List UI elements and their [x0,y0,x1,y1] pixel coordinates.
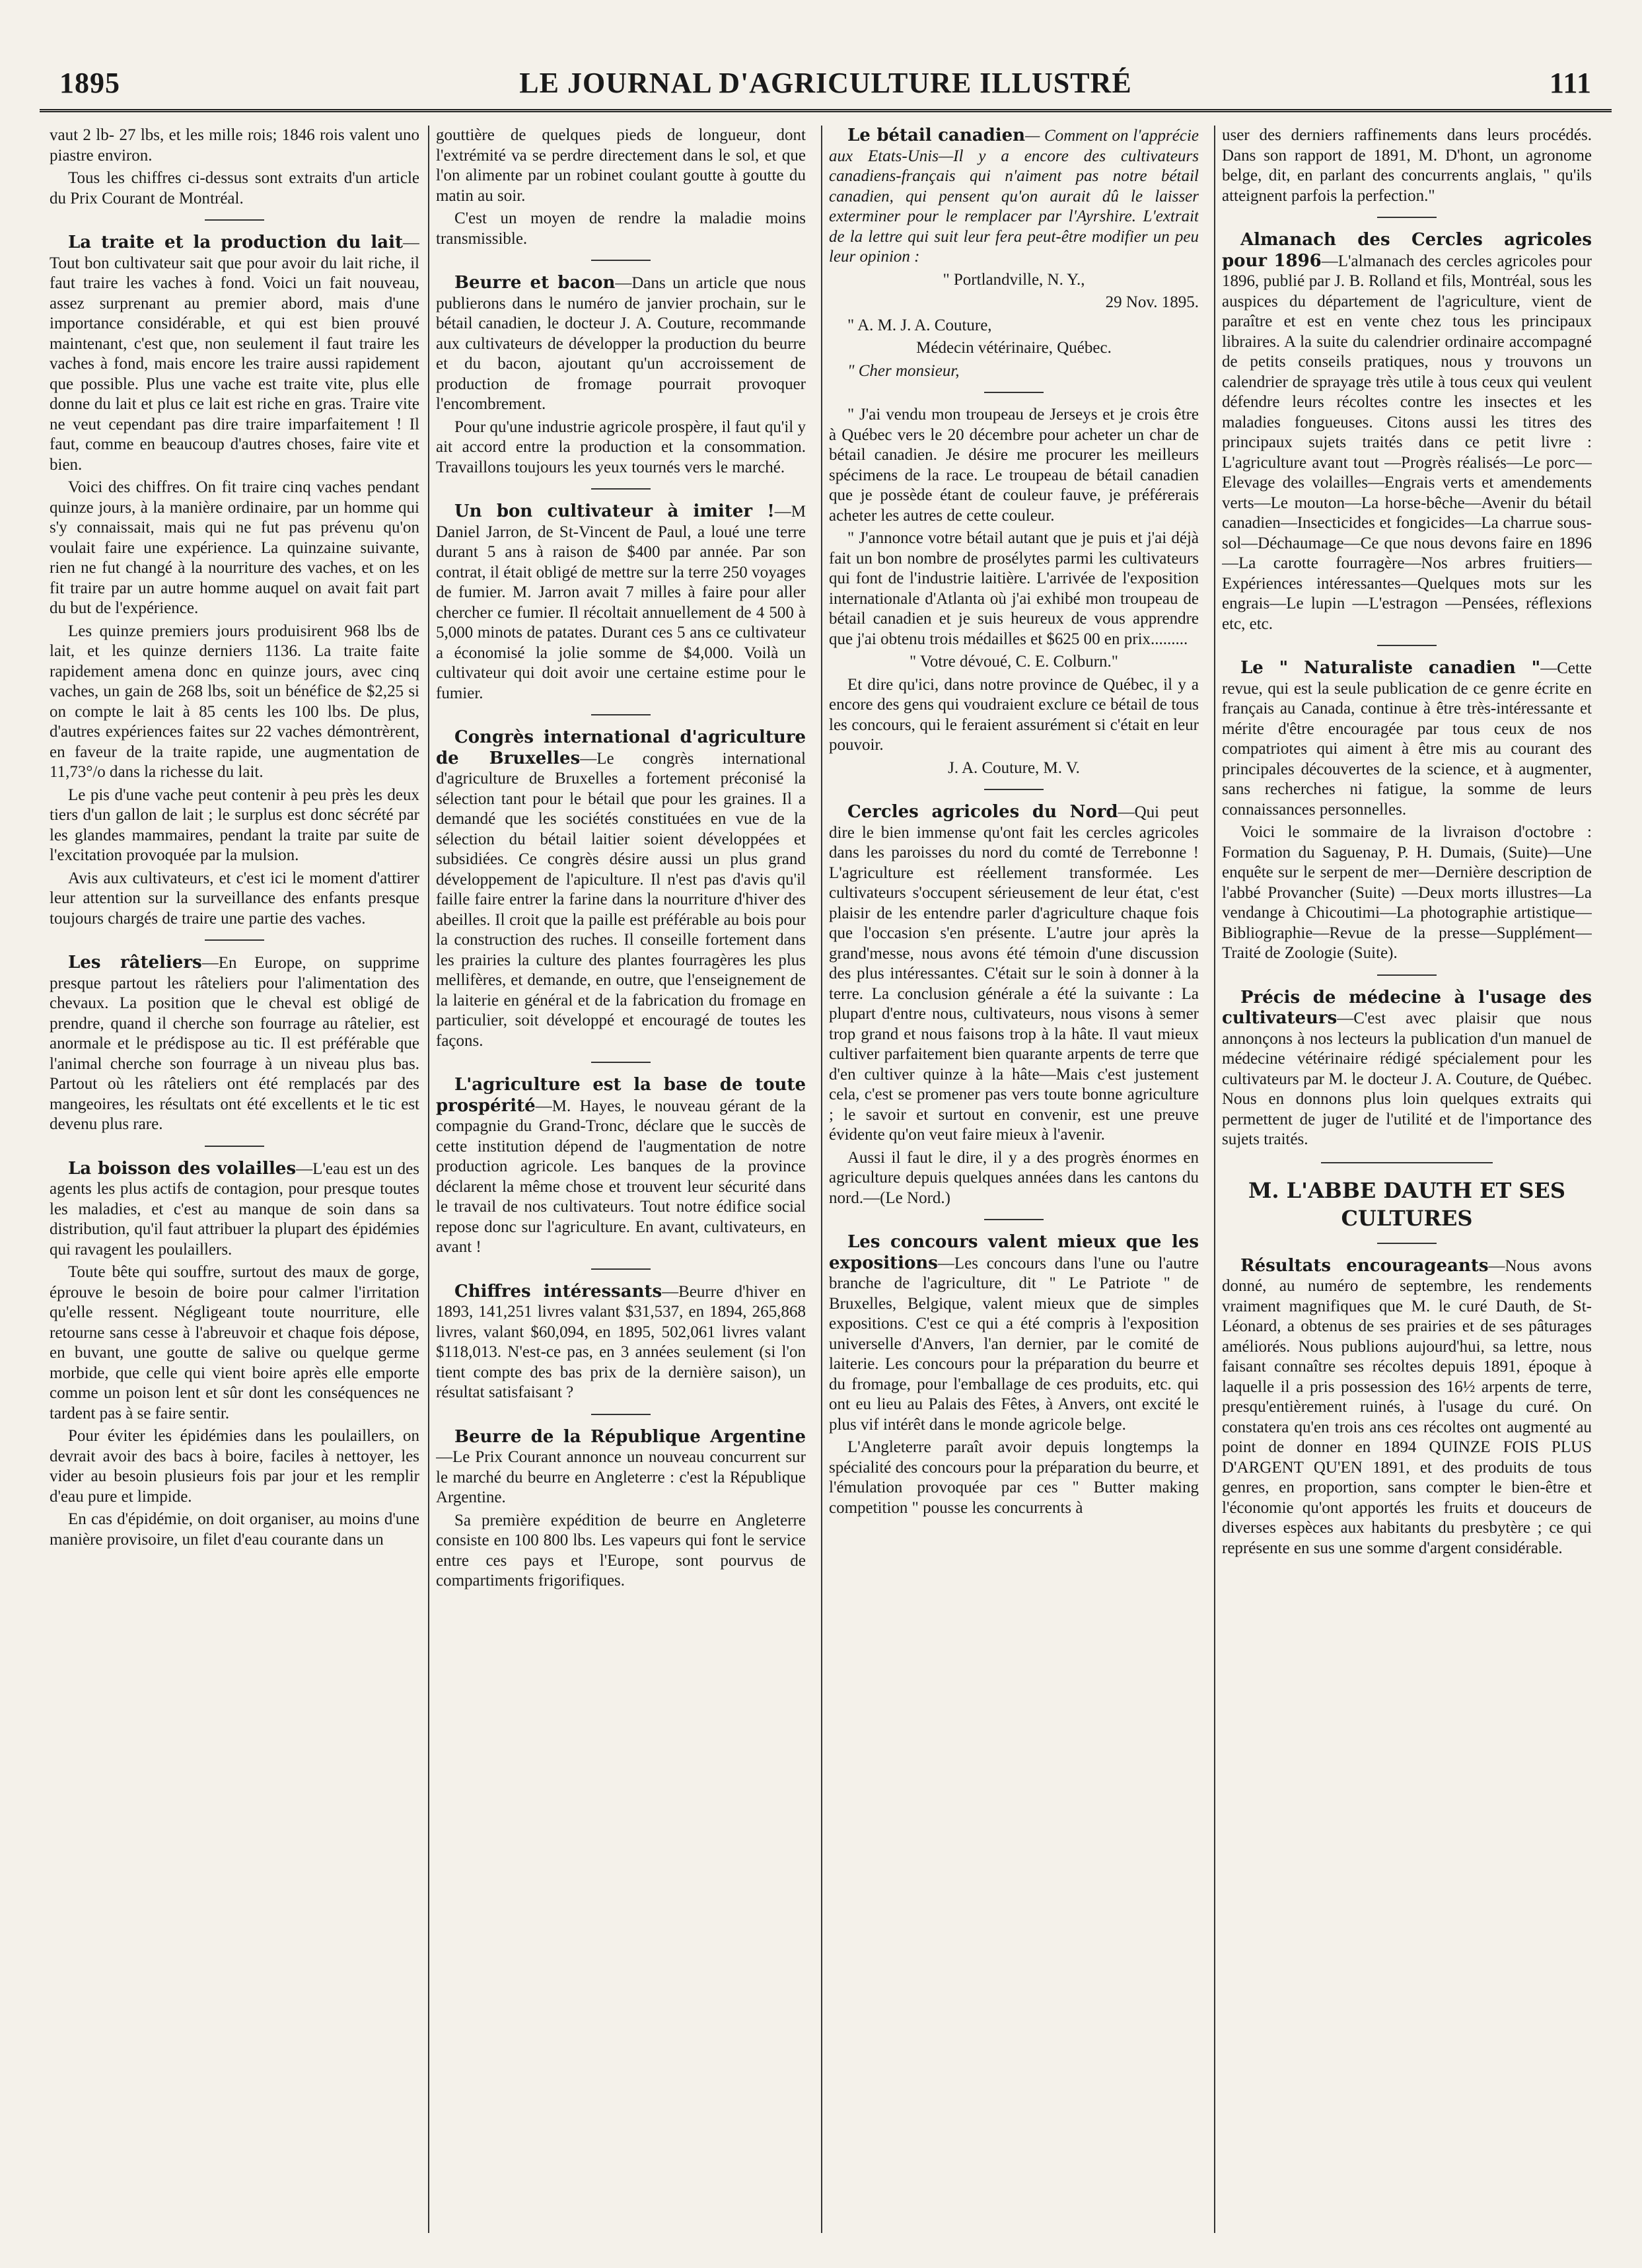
separator [205,939,264,941]
article-imiter: Un bon cultivateur à imiter !—M Daniel Jarron, de St-Vincent de Paul, a loué une terre durant 5 ans à raison de $400 par année. Par son contrat, il était obligé de mettre sur la terre 250 voyages de fumier. M. Jarron avait 7 milles à faire pour aller chercher ce fumier. Il récoltait annuellement de 4 500 à 5,000 minots de patates. Durant ces 5 ans ce cultivateur a économisé la jolie somme de $4,000. Voilà un cultivateur qui doit avoir une certaine estime pour le fumier. [436,501,806,702]
newspaper-page [40,46,1612,2246]
column-divider [1214,126,1215,2233]
header-year: 1895 [59,67,120,99]
article-argentine: Beurre de la République Argentine—Le Prix Courant annonce un nouveau concurrent sur le marché du beurre en Angleterre : c'est la République Argentine. [436,1426,806,1506]
separator [1377,1243,1437,1244]
journal-title: LE JOURNAL D'AGRICULTURE ILLUSTRÉ [519,67,1132,99]
paragraph: gouttière de quelques pieds de longueur, dont l'extrémité va se perdre directement dans le sol, et que l'on alimente par un robinet coulant goutte à goutte du matin au soir. [436,126,806,205]
signature: J. A. Couture, M. V. [948,758,1080,777]
article-heading: Résultats encourageants [1240,1255,1489,1276]
letter-recipient: " A. M. J. A. Couture, [847,316,992,334]
separator [205,1146,264,1147]
article-congres: Congrès international d'agriculture de Bruxelles—Le congrès international d'agriculture de Bruxelles a fortement préconisé la sélection tant pour le bétail que pour les graines. Il a demandé que les sociétés constituées en vue de la sélection du bétail laitier soient développées et subsidiées. Ce congrès désire aussi un plus grand développement de l'apiculture. Il n'est pas d'avis qu'il faille faire entrer la farine dans la nourriture d'hiver des abeilles. Il croit que la paille est préférable au bois pour la construction des ruches. Il conseille fortement dans les prairies la culture des plantes fourragères les plus mellifères, et demande, en outre, que l'enseignement de la laiterie en général et de la fabrication du fromage en particulier, soit développé et encouragé de toutes les façons. [436,727,806,1050]
paragraph: vaut 2 lb- 27 lbs, et les mille rois; 1846 rois valent uno piastre environ. [50,126,419,165]
separator [591,1414,651,1415]
paragraph: L'Angleterre paraît avoir depuis longtemps la spécialité des concours pour la préparation du beurre, et l'émulation provoquée par ces " Butter making competition " pousse les concurrents à [829,1438,1199,1517]
article-rateliers: Les râteliers—En Europe, on supprime presque partout les râteliers pour l'alimentation des chevaux. La position que le cheval est obligé de prendre, quand il cherche son fourrage au râtelier, est anormale et le prédispose au tic. Il est préférable que l'animal cherche son fourrage à un niveau plus bas. Partout où les râteliers ont été remplacés par des mangeoires, les résultats ont été excellents et le tic est devenu plus rare. [50,953,419,1133]
column-4 [1222,126,1592,2240]
article-heading: Beurre de la République Argentine [454,1426,806,1447]
paragraph: user des derniers raffinements dans leurs procédés. Dans son rapport de 1891, M. D'hont, un agronome belge, dit, en parlant des concurrents anglais, " qu'ils atteignent parfois la perfection." [1222,126,1592,205]
article-naturaliste: Le " Naturaliste canadien "—Cette revue, qui est la seule publication de ce genre écrite en français au Canada, continue à être très-intéressante et mérite d'être encouragée par tous ceux de nos compatriotes qui aiment à être mis au courant des principales découvertes de la science, et à augmenter, sans recherches ni fatigue, la somme de leurs connaissances personnelles. [1222,658,1592,819]
separator [984,392,1044,393]
paragraph: C'est un moyen de rendre la maladie moins transmissible. [436,209,806,248]
page-header [40,66,1612,112]
article-heading: L'agriculture est la base de toute prospérité [436,1075,806,1116]
article-heading: Almanach des Cercles agricoles pour 1896 [1222,230,1592,271]
separator [591,260,651,261]
separator [591,488,651,490]
page-number: 111 [1549,67,1592,99]
separator [1321,1162,1493,1163]
article-beurre-bacon: Beurre et bacon—Dans un article que nous publierons dans le numéro de janvier prochain, sur le bétail canadien, le docteur J. A. Couture, recommande aux cultivateurs de développer la production du beurre et du bacon, ajoutant qu'un accroissement de production de fromage pourrait provoquer l'encombrement. [436,273,806,413]
article-heading: Précis de médecine à l'usage des cultivateurs [1222,987,1592,1028]
separator [591,714,651,715]
letter-recipient-title: Médecin vétérinaire, Québec. [916,339,1112,357]
header-rule [40,109,1612,112]
paragraph: " J'annonce votre bétail autant que je puis et j'ai déjà fait un bon nombre de prosélytes parmi les cultivateurs qui font de l'industrie laitière. L'arrivée de l'exposition internationale d'Atlanta où j'ai exhibé mon troupeau de bétail canadien et je suis heureux de vous apprendre que j'ai obtenu trois médailles et $625 00 en prix......... [829,529,1199,648]
article-heading: Les concours valent mieux que les expositions [829,1232,1199,1273]
paragraph: Toute bête qui souffre, surtout des maux de gorge, éprouve le besoin de boire pour calmer l'irritation qu'elle ressent. Négligeant toute nourriture, elle retourne sans cesse à l'abreuvoir et chaque fois dépose, en buvant, une goutte de salive ou quelque germe morbide, que celle qui vient boire après elle emporte comme un poison lent et sûr dont les conséquences ne tardent pas à se faire sentir. [50,1263,419,1422]
article-chiffres: Chiffres intéressants—Beurre d'hiver en 1893, 141,251 livres valant $31,537, en 1894, 265,868 livres, valant $60,094, en 1895, 502,061 livres valant $118,013. N'est-ce pas, en 3 années seulement (si l'on tient compte des bas prix de la dernière saison), un résultat satisfaisant ? [436,1281,806,1401]
paragraph: Voici des chiffres. On fit traire cinq vaches pendant quinze jours, à la manière ordinaire, par un homme qui s'y connaissait, mais qui ne fut pas prévenu qu'on voulait faire une expérience. La quinzaine suivante, rien ne fut changé à la nourriture des vaches, et on les fit traire par un autre homme auquel on avait fait part du but de l'expérience. [50,478,419,617]
article-heading: Beurre et bacon [454,273,616,293]
separator [1377,645,1437,646]
paragraph: En cas d'épidémie, on doit organiser, au moins d'une manière provisoire, un filet d'eau courante dans un [50,1510,419,1549]
article-base: L'agriculture est la base de toute prospérité—M. Hayes, le nouveau gérant de la compagnie du Grand-Tronc, déclare que le succès de cette institution dépend de l'augmentation de notre production agricole. Les banques de la province déclarent la même chose et trouvent leur sécurité dans le travail de nos cultivateurs. Tout notre édifice social repose donc sur l'agriculture. En avant, cultivateurs, en avant ! [436,1075,806,1256]
separator [591,1062,651,1063]
paragraph: Et dire qu'ici, dans notre province de Québec, il y a encore des gens qui voudraient exclure ce bétail de tous les concours, qui le feraient assurément si c'était en leur pouvoir. [829,675,1199,754]
paragraph: " J'ai vendu mon troupeau de Jerseys et je crois être à Québec vers le 20 décembre pour acheter un char de bétail canadien. Je désire me procurer les meilleurs spécimens de la race. Le troupeau de bétail canadien que je possède étant de couleur fauve, je préférerais acheter les autres de cette couleur. [829,406,1199,525]
paragraph: Avis aux cultivateurs, et c'est ici le moment d'attirer leur attention sur la surveillance des enfants presque toujours chargés de traire une partie des vaches. [50,869,419,928]
letter-signature: " Votre dévoué, C. E. Colburn." [910,653,1118,671]
paragraph: Les quinze premiers jours produisirent 968 lbs de lait, et les quinze derniers 1136. La traite faite rapidement amena donc en quinze jours, avec cinq vaches, un gain de 268 lbs, soit un bénéfice de $2,25 si on compte le lait à 85 cents les 100 lbs. De plus, d'autres expériences faites sur 22 vaches démontrèrent, en faveur de la traite rapide, une augmentation de 11,73°/o dans la richesse du lait. [50,622,419,781]
separator [1377,217,1437,218]
article-heading: Cercles agricoles du Nord [847,802,1118,822]
article-heading: Le bétail canadien [847,126,1026,145]
article-dauth: Résultats encourageants—Nous avons donné, au numéro de septembre, les rendements vraiment magnifiques que M. le curé Dauth, de St-Léonard, a obtenus de ses prairies et de ses pâturages améliorés. Nous publions aujourd'hui, sa lettre, nous faisant connaître ses récoltes depuis 1891, époque à laquelle il a pris possession des 16½ arpents de terre, presqu'entièrement ruinés, à l'usage du curé. On constatera qu'en trois ans ces récoltes ont augmenté au point de donner en 1894 QUINZE FOIS PLUS D'ARGENT QU'EN 1891, et des produits de tous genres, en proportion, sans compter le bien-être et l'économie qu'ont apportés les fruits et douceurs de diverses espèces aux habitants du presbytère ; ce qui représente en sus une somme d'argent considérable. [1222,1255,1592,1557]
article-precis: Précis de médecine à l'usage des cultivateurs—C'est avec plaisir que nous annonçons à nos lecteurs la publication d'un manuel de médecine vétérinaire rédigé spécialement pour les cultivateurs par M. le docteur J. A. Couture, de Québec. Nous en donnons plus loin quelques extraits qui permettent de juger de l'utilité et de l'importance des sujets traités. [1222,987,1592,1148]
article-cercles: Cercles agricoles du Nord—Qui peut dire le bien immense qu'ont fait les cercles agricoles dans les paroisses du nord du comté de Terrebonne ! L'agriculture est réellement transformée. Les cultivateurs s'occupent sérieusement de leur état, c'est plaisir de les entendre parler d'agriculture chaque fois que l'occasion s'en présente. L'autre jour après la grand'messe, nous avons été témoin d'une discussion des plus intéressantes. C'était sur le soin à donner à la terre. La conclusion générale a été la suivante : La plupart d'entre nous, cultivateurs, nous visons à semer trop grand et nous faisons trop à la hâte. Il vaut mieux cultiver parfaitement bien quarante arpents de terre que d'en cultiver quinze à la hâte—Mais c'est justement cela, c'est se promener pas vers toute bonne agriculture ; le savoir et surtout en convenir, est une preuve évidente qu'on veut faire mieux à l'avenir. [829,802,1199,1144]
column-divider [428,126,429,2233]
article-heading: Un bon cultivateur à imiter ! [454,501,775,521]
section-title: M. L'ABBE DAUTH ET SES CULTURES [1248,1177,1566,1231]
article-heading: Le " Naturaliste canadien " [1240,658,1541,678]
column-divider [821,126,822,2233]
article-heading: La traite et la production du lait [68,233,403,252]
separator [205,219,264,221]
letter-salutation: " Cher monsieur, [847,361,960,380]
article-heading: Les râteliers [68,953,202,972]
separator [984,1219,1044,1220]
article-betail: Le bétail canadien— Comment on l'apprécie aux Etats-Unis—Il y a encore des cultivateurs canadiens-français qui n'aiment pas notre bétail canadien, qui pensent qu'on aurait dû le laisser exterminer pour le remplacer par l'Ayrshire. L'extrait de la lettre qui suit leur fera peut-être modifier un peu leur opinion : [829,126,1199,266]
column-2 [436,126,806,2240]
separator [1377,974,1437,976]
letter-place: " Portlandville, N. Y., [943,270,1085,289]
letter-date: 29 Nov. 1895. [1105,293,1199,311]
article-heading: Congrès international d'agriculture de Bruxelles [436,727,806,768]
article-almanach: Almanach des Cercles agricoles pour 1896—L'almanach des cercles agricoles pour 1896, publié par J. B. Rolland et fils, Montréal, sous les auspices du département de l'agriculture, vient de paraître et est en vente chez tous les principaux libraires. A la suite du calendrier ordinaire accompagné de petits conseils pratiques, nous y trouvons un calendrier de sprayage très utile à tous ceux qui veulent défendre leurs récoltes contre les insectes et les maladies fongueuses. Citons aussi les titres des principaux sujets traités dans ce petit livre : L'agriculture avant tout —Progrès réalisés—Le porc—Elevage des volailles—Engrais verts et amendements verts—Le mouton—La horse-bêche—Avenir du bétail canadien—Insecticides et fongicides—La charrue sous-sol—Déchaumage—Ce que nous devons faire en 1896—La carotte fourragère—Nos arbres fruitiers—Expériences intéressantes—Quelques mots sur les engrais—Le lupin —L'estragon —Pensées, réflexions etc, etc. [1222,230,1592,633]
column-1 [50,126,419,2240]
separator [984,789,1044,790]
paragraph: Tous les chiffres ci-dessus sont extraits d'un article du Prix Courant de Montréal. [50,169,419,207]
article-boisson: La boisson des volailles—L'eau est un des agents les plus actifs de contagion, pour presque toutes les maladies, et c'est au manque de soin dans sa distribution, qu'il faut attribuer la plupart des épidémies qui ravagent les poulaillers. [50,1158,419,1259]
paragraph: Pour qu'une industrie agricole prospère, il faut qu'il y ait accord entre la production et la consommation. Travaillons toujours les yeux tournés vers le marché. [436,418,806,476]
article-concours: Les concours valent mieux que les expositions—Les concours dans l'une ou l'autre branche de l'agriculture, dit " Le Patriote " de Bruxelles, Belgique, valent mieux que de simples expositions. C'est ce qui a été compris à l'exposition universelle d'Anvers, l'an dernier, par le comité de laiterie. Les concours pour la préparation du beurre et du fromage, pour l'emballage de ces produits, etc. qui ont eu lieu au Palais des Fêtes, à Anvers, ont excité le plus vif intérêt dans le monde agricole belge. [829,1232,1199,1434]
paragraph: Voici le sommaire de la livraison d'octobre : Formation du Saguenay, P. H. Dumais, (Suite)—Une enquête sur le serpent de mer—Dernière description de l'abbé Provancher (Suite) —Deux morts illustres—La vendange à Chicoutimi—La photographie artistique—Bibliographie—Revue de la presse—Supplément—Traité de Zoologie (Suite). [1222,823,1592,962]
separator [591,1268,651,1270]
article-traite: La traite et la production du lait—Tout bon cultivateur sait que pour avoir du lait riche, il faut traire les vaches à fond. Voici un fait nouveau, assez surprenant au premier abord, mais d'une importance considérable, et qui est bien prouvé maintenant, c'est que, non seulement il faut traire les vaches à fond, mais encore les traire aussi rapidement que possible. Plus une vache est traite vite, plus elle donne du lait et plus ce lait est riche en gras. Traire vite ne veut cependant pas dire traire imparfaitement ! Il faut, comme en beaucoup d'autres choses, faire vite et bien. [50,233,419,474]
article-heading: La boisson des volailles [68,1158,297,1179]
paragraph: Sa première expédition de beurre en Angleterre consiste en 100 800 lbs. Les vapeurs qui font le service entre ces pays et l'Europe, sont pourvus de compartiments frigorifiques. [436,1511,806,1590]
paragraph: Le pis d'une vache peut contenir à peu près les deux tiers d'un gallon de lait ; le surplus est donc sécrété par les glandes mammaires, pendant la traite par suite de l'excitation provoquée par la mulsion. [50,786,419,864]
column-3 [829,126,1199,2240]
article-heading: Chiffres intéressants [454,1281,662,1301]
paragraph: Pour éviter les épidémies dans les poulaillers, on devrait avoir des bacs à boire, faciles à nettoyer, les vider au besoin plusieurs fois par jour et les remplir d'eau pure et limpide. [50,1427,419,1506]
paragraph: Aussi il faut le dire, il y a des progrès énormes en agriculture depuis quelques années dans les cantons du nord.—(Le Nord.) [829,1148,1199,1207]
